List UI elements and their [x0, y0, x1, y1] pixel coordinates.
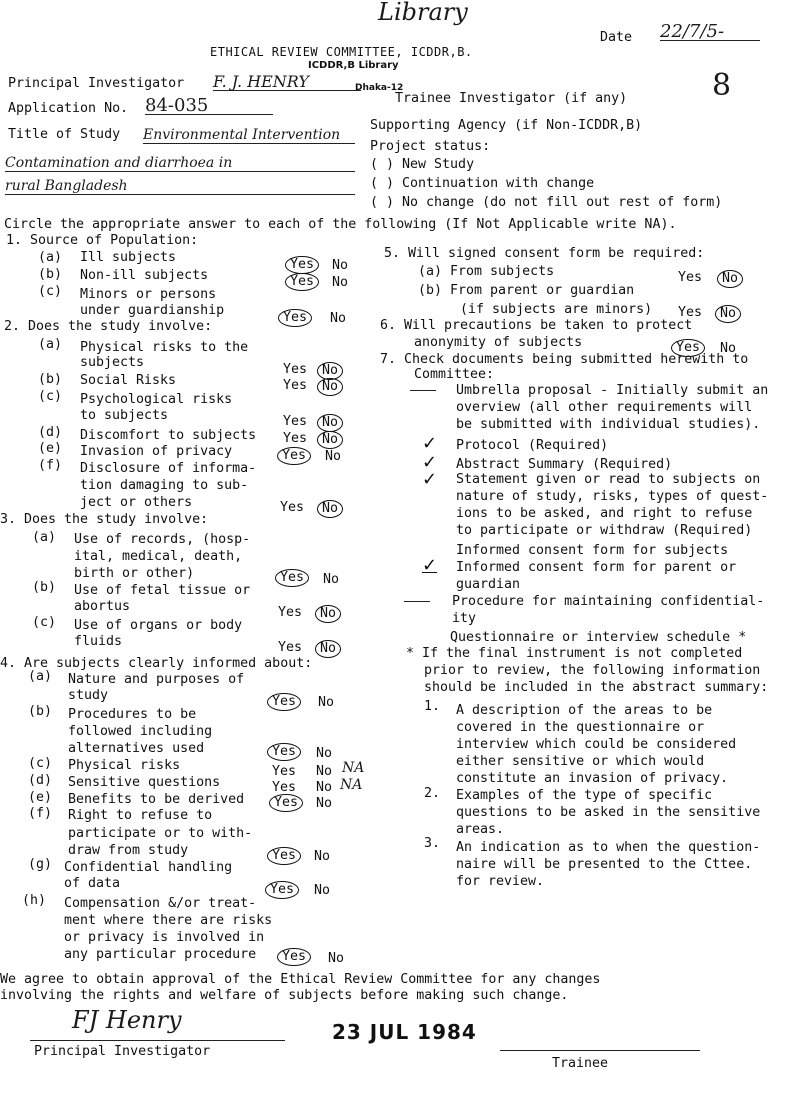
point-3-num: 3. — [424, 836, 441, 851]
form-title: ETHICAL REVIEW COMMITTEE, ICDDR,B. — [210, 45, 473, 59]
q4g-yes[interactable]: Yes — [265, 881, 299, 899]
q4h-yes[interactable]: Yes — [277, 948, 311, 966]
trainee-signature-line — [500, 1050, 700, 1051]
q4f-no[interactable]: No — [314, 849, 331, 864]
q4c-yes[interactable]: Yes — [272, 764, 297, 779]
q2b-letter: (b) — [38, 372, 63, 387]
doc-umbrella-line-3: be submitted with individual studies). — [456, 417, 761, 432]
q4g-letter: (g) — [28, 857, 53, 872]
q3c-no[interactable]: No — [315, 640, 341, 658]
q7-title: 7. Check documents being submitted herewith to — [380, 352, 749, 367]
q2d-letter: (d) — [38, 425, 63, 440]
q6-title-2: anonymity of subjects — [414, 335, 583, 350]
q4g-no[interactable]: No — [314, 883, 331, 898]
q2d-no[interactable]: No — [317, 431, 343, 449]
q4h-text: Compensation &/or treat- — [64, 896, 257, 911]
q4h-text-4: any particular procedure — [64, 947, 257, 962]
doc-questionnaire-label: Questionnaire or interview schedule * — [450, 630, 747, 645]
library-handwritten-stamp: Library — [378, 0, 468, 26]
q2c-letter: (c) — [38, 389, 63, 404]
q2d-text: Discomfort to subjects — [80, 428, 257, 443]
q2f-text: Disclosure of informa- — [80, 461, 257, 476]
doc-confidentiality-line-1: Procedure for maintaining confidential- — [452, 594, 765, 609]
point-1-num: 1. — [424, 699, 441, 714]
q3c-text-2: fluids — [74, 634, 123, 649]
q4b-yes[interactable]: Yes — [267, 743, 301, 761]
q5a-no[interactable]: No — [717, 270, 743, 288]
q3c-yes[interactable]: Yes — [278, 640, 303, 655]
q2b-no[interactable]: No — [317, 378, 343, 396]
q2f-text-2: tion damaging to sub- — [80, 478, 249, 493]
q4h-no[interactable]: No — [328, 951, 345, 966]
application-label: Application No. — [8, 101, 129, 116]
date-value: 22/7/5- — [660, 24, 760, 41]
point-2-line-1: Examples of the type of specific — [456, 788, 713, 803]
doc-abstract-check[interactable]: ✓ — [422, 452, 438, 473]
q3a-letter: (a) — [32, 530, 57, 545]
q2f-text-3: ject or others — [80, 495, 193, 510]
q5a-yes[interactable]: Yes — [678, 270, 703, 285]
q1c-text: Minors or persons — [80, 287, 217, 302]
pi-signature: FJ Henry — [72, 1006, 182, 1034]
q1-title: 1. Source of Population: — [6, 233, 199, 248]
pi-signature-label: Principal Investigator — [34, 1044, 211, 1059]
q4a-no[interactable]: No — [318, 695, 335, 710]
doc-consent-guardian-line-2: guardian — [456, 577, 521, 592]
q4f-letter: (f) — [28, 806, 53, 821]
q3-title: 3. Does the study involve: — [0, 512, 209, 527]
date-label: Date — [600, 30, 633, 45]
instructions: Circle the appropriate answer to each of the following (If Not Applicable write NA). — [4, 217, 677, 232]
q3c-text: Use of organs or body — [74, 618, 243, 633]
q2c-text-2: to subjects — [80, 408, 169, 423]
q1c-yes[interactable]: Yes — [278, 309, 312, 327]
q2a-yes[interactable]: Yes — [283, 362, 308, 377]
q2a-text-2: subjects — [80, 355, 145, 370]
note-line-2: prior to review, the following information — [424, 663, 761, 678]
q2a-no[interactable]: No — [317, 362, 343, 380]
doc-confidentiality — [404, 594, 765, 626]
q3b-yes[interactable]: Yes — [278, 605, 303, 620]
doc-statement-line-2: nature of study, risks, types of quest- — [456, 489, 769, 504]
q4f-text-3: draw from study — [68, 843, 189, 858]
q4e-yes[interactable]: Yes — [269, 794, 303, 812]
doc-statement-line-1: Statement given or read to subjects on — [456, 472, 761, 487]
q2f-no[interactable]: No — [317, 500, 343, 518]
project-status-label: Project status: — [370, 139, 491, 154]
trainee-label: Trainee Investigator (if any) — [395, 91, 628, 106]
date-received-stamp: 23 JUL 1984 — [332, 1020, 477, 1044]
doc-statement — [410, 469, 769, 538]
point-1-line-2: covered in the questionnaire or — [456, 720, 705, 735]
doc-statement-check[interactable]: ✓ — [422, 469, 438, 490]
application-value: 84-035 — [145, 98, 273, 115]
doc-consent-guardian-line-1: Informed consent form for parent or — [456, 560, 737, 575]
q4a-letter: (a) — [28, 669, 53, 684]
q2a-letter: (a) — [38, 337, 63, 352]
q6-no[interactable]: No — [720, 341, 737, 356]
q4d-no[interactable]: No — [316, 780, 333, 795]
note-line-1: * If the final instrument is not completed — [406, 646, 743, 661]
library-stamp: ICDDR,B Library — [308, 60, 399, 71]
trainee-signature-label: Trainee — [552, 1056, 609, 1071]
q2c-yes[interactable]: Yes — [283, 414, 308, 429]
agreement-line-1: We agree to obtain approval of the Ethical Review Committee for any changes — [0, 972, 601, 987]
q6-title: 6. Will precautions be taken to protect — [380, 318, 693, 333]
q2e-no[interactable]: No — [325, 449, 342, 464]
q4h-text-3: or privacy is involved in — [64, 930, 265, 945]
q4a-text-2: study — [68, 688, 109, 703]
q2c-text: Psychological risks — [80, 392, 233, 407]
q1a-yes[interactable]: Yes — [285, 256, 319, 274]
q2e-text: Invasion of privacy — [80, 444, 233, 459]
q1b-no[interactable]: No — [332, 275, 349, 290]
q4c-no[interactable]: No — [316, 764, 333, 779]
q4c-text: Physical risks — [68, 758, 181, 773]
agreement-line-2: involving the rights and welfare of subjects before making such change. — [0, 988, 569, 1003]
q4-title: 4. Are subjects clearly informed about: — [0, 656, 313, 671]
agency-label: Supporting Agency (if Non-ICDDR,B) — [370, 118, 643, 133]
status-new-study[interactable]: ( ) New Study — [370, 157, 475, 172]
q4f-text-2: participate or to with- — [68, 826, 253, 841]
q3b-text: Use of fetal tissue or — [74, 583, 251, 598]
q4d-yes[interactable]: Yes — [272, 780, 297, 795]
q3b-text-2: abortus — [74, 599, 131, 614]
q3a-yes[interactable]: Yes — [275, 569, 309, 587]
point-1-line-5: constitute an invasion of privacy. — [456, 771, 729, 786]
q2b-yes[interactable]: Yes — [283, 378, 308, 393]
q4e-text: Benefits to be derived — [68, 792, 245, 807]
q1a-no[interactable]: No — [332, 258, 349, 273]
q1b-yes[interactable]: Yes — [285, 273, 319, 291]
q4d-text: Sensitive questions — [68, 775, 221, 790]
q2f-yes[interactable]: Yes — [280, 500, 305, 515]
q2a-text: Physical risks to the — [80, 340, 249, 355]
q3c-letter: (c) — [32, 615, 57, 630]
point-2-num: 2. — [424, 786, 441, 801]
q6-yes[interactable]: Yes — [671, 339, 705, 357]
q4f-text: Right to refuse to — [68, 808, 213, 823]
q2c-no[interactable]: No — [317, 414, 343, 432]
doc-umbrella-line-1: Umbrella proposal - Initially submit an — [456, 383, 769, 398]
q4b-no[interactable]: No — [316, 746, 333, 761]
q4c-letter: (c) — [28, 756, 53, 771]
doc-statement-line-4: to participate or withdraw (Required) — [456, 523, 753, 538]
q1b-letter: (b) — [38, 267, 63, 282]
q1a-text: Ill subjects — [80, 250, 177, 265]
point-3-line-1: An indication as to when the question- — [456, 840, 761, 855]
q4d-letter: (d) — [28, 773, 53, 788]
doc-umbrella-checkbox[interactable] — [410, 390, 436, 391]
q2e-yes[interactable]: Yes — [277, 447, 311, 465]
q5a-text: (a) From subjects — [418, 264, 555, 279]
q2d-yes[interactable]: Yes — [283, 431, 308, 446]
doc-protocol-label: Protocol (Required) — [456, 438, 609, 453]
q2-title: 2. Does the study involve: — [4, 319, 213, 334]
point-2-line-2: questions to be asked in the sensitive — [456, 805, 761, 820]
trainee-value: 8 — [712, 68, 732, 103]
note-line-3: should be included in the abstract summary: — [424, 680, 769, 695]
q4g-text: Confidential handling — [64, 860, 233, 875]
status-continuation[interactable]: ( ) Continuation with change — [370, 176, 595, 191]
q2b-text: Social Risks — [80, 373, 177, 388]
q3a-no[interactable]: No — [323, 572, 340, 587]
q1c-text-2: under guardianship — [80, 303, 225, 318]
title-label: Title of Study — [8, 127, 121, 142]
q4b-letter: (b) — [28, 704, 53, 719]
q1c-no[interactable]: No — [330, 311, 347, 326]
doc-confidentiality-line-2: ity — [452, 611, 477, 626]
point-1-line-4: either sensitive or which would — [456, 754, 705, 769]
doc-consent-guardian — [410, 555, 737, 592]
q4b-text-3: alternatives used — [68, 741, 205, 756]
doc-umbrella — [410, 383, 769, 432]
q3a-text-3: birth or other) — [74, 566, 195, 581]
point-3-line-2: naire will be presented to the Cttee. — [456, 857, 753, 872]
doc-protocol-check[interactable]: ✓ — [422, 433, 438, 454]
q4a-text: Nature and purposes of — [68, 672, 245, 687]
q4g-text-2: of data — [64, 876, 121, 891]
q1b-text: Non-ill subjects — [80, 268, 209, 283]
q4h-letter: (h) — [22, 893, 47, 908]
q3a-text: Use of records, (hosp- — [74, 532, 251, 547]
q2f-letter: (f) — [38, 458, 63, 473]
doc-consent-subjects-label: Informed consent form for subjects — [456, 543, 729, 558]
q4a-yes[interactable]: Yes — [267, 693, 301, 711]
pi-label: Principal Investigator — [8, 76, 185, 91]
doc-umbrella-line-2: overview (all other requirements will — [456, 400, 753, 415]
title-line-3: rural Bangladesh — [5, 178, 355, 195]
q4c-na-note: NA — [342, 760, 365, 776]
title-line-2: Contamination and diarrhoea in — [5, 155, 355, 172]
q4f-yes[interactable]: Yes — [267, 847, 301, 865]
q3b-no[interactable]: No — [315, 605, 341, 623]
title-line-1: Environmental Intervention — [143, 127, 355, 144]
library-stamp-city: Dhaka-12 — [355, 83, 404, 93]
doc-abstract-label: Abstract Summary (Required) — [456, 457, 673, 472]
q3b-letter: (b) — [32, 580, 57, 595]
doc-consent-guardian-check[interactable]: ✓ — [422, 555, 438, 576]
q4e-letter: (e) — [28, 790, 53, 805]
q4d-na-note: NA — [340, 777, 363, 793]
signature-line — [30, 1040, 285, 1041]
q4b-text-2: followed including — [68, 724, 213, 739]
point-1-line-3: interview which could be considered — [456, 737, 737, 752]
q4h-text-2: ment where there are risks — [64, 913, 273, 928]
q5b-no[interactable]: No — [715, 305, 741, 323]
q1a-letter: (a) — [38, 250, 63, 265]
q1c-letter: (c) — [38, 284, 63, 299]
doc-statement-line-3: ions to be asked, and right to refuse — [456, 506, 753, 521]
pi-value: F. J. HENRY — [213, 74, 361, 91]
q4b-text: Procedures to be — [68, 707, 197, 722]
point-1-line-1: A description of the areas to be — [456, 703, 713, 718]
q2e-letter: (e) — [38, 441, 63, 456]
q5b-text-2: (if subjects are minors) — [460, 302, 653, 317]
doc-confidentiality-checkbox[interactable] — [404, 601, 430, 602]
status-no-change[interactable]: ( ) No change (do not fill out rest of form) — [370, 195, 723, 210]
q4e-no[interactable]: No — [316, 796, 333, 811]
q5b-yes[interactable]: Yes — [678, 305, 703, 320]
q5-title: 5. Will signed consent form be required: — [384, 246, 705, 261]
q5b-text: (b) From parent or guardian — [418, 283, 635, 298]
point-3-line-3: for review. — [456, 874, 545, 889]
point-2-line-3: areas. — [456, 822, 505, 837]
q3a-text-2: ital, medical, death, — [74, 549, 243, 564]
q7-title-2: Committee: — [414, 367, 495, 382]
